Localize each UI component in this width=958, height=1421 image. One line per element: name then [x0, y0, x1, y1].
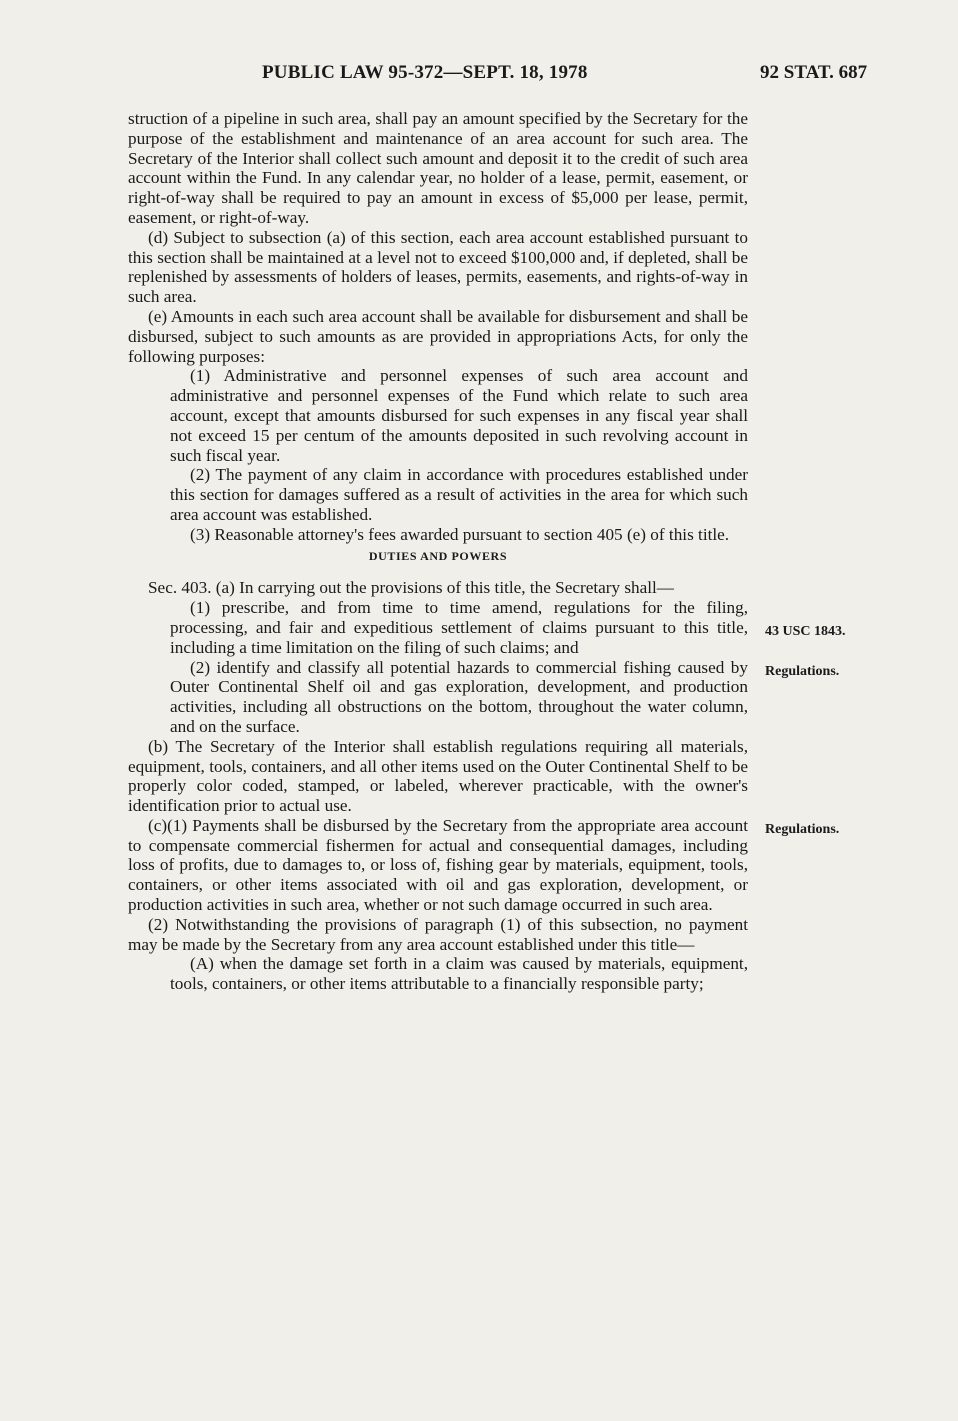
- paragraph-b: (b) The Secretary of the Interior shall establish regulations requiring all materials, equipment, tools, containers, and all other items used on the Outer Continental Shelf to be properly color coded, stamped, or labeled, wherever practicable, with the owner's identification prior to actual use.: [128, 736, 748, 816]
- margin-note-regulations: Regulations.: [765, 822, 840, 837]
- section-403-a: Sec. 403. (a) In carrying out the provisions of this title, the Secretary shall—: [148, 578, 674, 598]
- item-a-1: (1) prescribe, and from time to time amend, regulations for the filing, processing, and fair and expeditious settlement of claims pursuant to this title, including a time limitation on the filing of such claims; and: [170, 598, 748, 657]
- paragraph-c-1: (c)(1) Payments shall be disbursed by the Secretary from the appropriate area account to compensate commercial fishermen for actual and consequential damages, including loss of profits, due to damages to, or loss of, fishing gear by materials, equipment, tools, containers, or other items associated with oil and gas exploration, development, or production activities in such area, whether or not such damage occurred in such area.: [128, 815, 748, 915]
- item-a-2: (2) identify and classify all potential hazards to commercial fishing caused by Outer Continental Shelf oil and gas exploration, development, and production activities, including all obstructions on the bottom, throughout the water column, and on the surface.: [170, 657, 748, 736]
- section-heading: DUTIES AND POWERS: [368, 548, 508, 563]
- item-c-2-a: (A) when the damage set forth in a claim was caused by materials, equipment, tools, containers, or other items attributable to a financially responsible party;: [170, 954, 748, 994]
- margin-note-regulations: Regulations.: [765, 664, 840, 679]
- page-number: 92 STAT. 687: [760, 62, 868, 83]
- paragraph-e: (e) Amounts in each such area account shall be available for disbursement and shall be disbursed, subject to such amounts as are provided in appropriations Acts, for only the following purposes:: [128, 306, 748, 366]
- paragraph-c-2: (2) Notwithstanding the provisions of paragraph (1) of this subsection, no payment may be made by the Secretary from any area account established under this title—: [128, 914, 748, 954]
- running-header: PUBLIC LAW 95-372—SEPT. 18, 1978: [262, 62, 588, 83]
- item-e-1: (1) Administrative and personnel expenses of such area account and administrative and personnel expenses of the Fund which relate to such area account, except that amounts disbursed for such expenses in any fiscal year shall not exceed 15 per centum of the amounts deposited in such revolving account in such fiscal year.: [170, 366, 748, 465]
- paragraph: struction of a pipeline in such area, shall pay an amount specified by the Secretary for the purpose of the establishment and maintenance of an area account for such area. The Secretary of the Interior shall collect such amount and deposit it to the credit of such area account within the Fund. In any calendar year, no holder of a lease, permit, easement, or right-of-way shall be required to pay an amount in excess of $5,000 per lease, permit, easement, or right-of-way.: [128, 109, 748, 227]
- paragraph-d: (d) Subject to subsection (a) of this section, each area account established pursuant to this section shall be maintained at a level not to exceed $100,000 and, if depleted, shall be replenished by assessments of holders of leases, permits, easements, and rights-of-way in such area.: [128, 227, 748, 307]
- item-e-2: (2) The payment of any claim in accordance with procedures established under this section for damages suffered as a result of activities in the area for which such area account was established.: [170, 465, 748, 524]
- item-e-3: (3) Reasonable attorney's fees awarded pursuant to section 405 (e) of this title.: [190, 524, 730, 544]
- body-text: [128, 109, 748, 994]
- margin-note-usc: 43 USC 1843.: [765, 624, 846, 639]
